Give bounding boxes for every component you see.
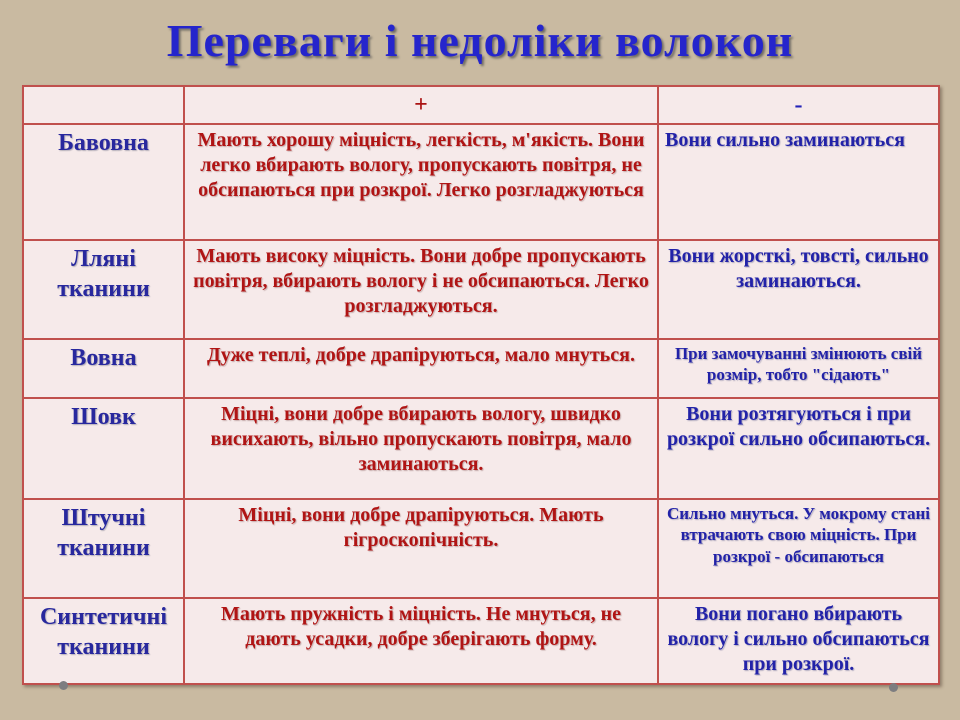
fiber-pros: Дуже теплі, добре драпіруються, мало мнуться. [184, 339, 658, 398]
fiber-name: Вовна [23, 339, 184, 398]
fiber-pros: Мають пружність і міцність. Не мнуться, не дають усадки, добре зберігають форму. [184, 598, 658, 684]
fiber-pros: Міцні, вони добре драпіруються. Мають гігроскопічність. [184, 499, 658, 598]
table-header-row [23, 86, 939, 124]
fiber-pros: Міцні, вони добре вбирають вологу, швидко висихають, вільно пропускають повітря, мало заминаються. [184, 398, 658, 499]
fiber-pros: Мають високу міцність. Вони добре пропускають повітря, вбирають вологу і не обсипаються. Легко розгладжуються. [184, 240, 658, 339]
fiber-pros: Мають хорошу міцність, легкість, м'якість. Вони легко вбирають вологу, пропускають повітря, не обсипаються при розкрої. Легко розгладжуються [184, 124, 658, 240]
decorative-dot-left [59, 681, 68, 690]
fiber-cons: Вони жорсткі, товсті, сильно заминаються. [658, 240, 939, 339]
fiber-name: Бавовна [23, 124, 184, 240]
fiber-cons: Вони погано вбирають вологу і сильно обсипаються при розкрої. [658, 598, 939, 684]
fiber-cons: Вони розтягуються і при розкрої сильно обсипаються. [658, 398, 939, 499]
fiber-cons: Вони сильно заминаються [658, 124, 939, 240]
table-row-silk [23, 398, 939, 499]
fiber-comparison-table [22, 85, 940, 685]
fiber-name: Лляні тканини [23, 240, 184, 339]
table-row-wool [23, 339, 939, 398]
fiber-name: Штучні тканини [23, 499, 184, 598]
fiber-cons: Сильно мнуться. У мокрому стані втрачають свою міцність. При розкрої - обсипаються [658, 499, 939, 598]
table-row-linen [23, 240, 939, 339]
decorative-dot-right [889, 683, 898, 692]
fiber-cons: При замочуванні змінюють свій розмір, тобто "сідають" [658, 339, 939, 398]
header-cell-empty [23, 86, 184, 124]
table-row-synthetic [23, 598, 939, 684]
header-cell-minus: - [658, 86, 939, 124]
page-title: Переваги і недоліки волокон [166, 15, 794, 66]
table-row-artificial [23, 499, 939, 598]
fiber-name: Синтетичні тканини [23, 598, 184, 684]
table-row-cotton [23, 124, 939, 240]
fiber-name: Шовк [23, 398, 184, 499]
header-cell-plus: + [184, 86, 658, 124]
